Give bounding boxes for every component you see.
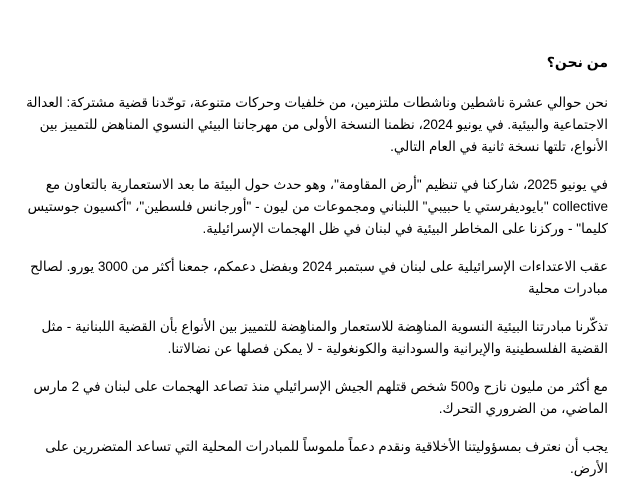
paragraph-event-2025: في يونيو 2025، شاركنا في تنظيم "أرض المقاومة"، وهو حدث حول البيئة ما بعد الاستعمارية بالتعاون مع collective "بايوديفرستي يا حبيبي" اللبناني ومجموعات من ليون - "أورجانس فلسطين"، "أكسيون جوستيس كليما" - وركزنا على المخاطر البيئية في لبنان في ظل الهجمات الإسرائيلية.	[27, 177, 608, 236]
paragraph-displacement: مع أكثر من مليون نازح و500 شخص قتلهم الجيش الإسرائيلي منذ تصاعد الهجمات على لبنان في 2 مارس الماضي، من الضروري التحرك.	[33, 379, 608, 416]
paragraph-responsibility: يجب أن نعترف بمسؤوليتنا الأخلاقية ونقدم دعماً ملموساً للمبادرات المحلية التي تساعد المتضررين على الأرض.	[45, 439, 608, 476]
paragraph-solidarity: تذكّرنا مبادرتنا البيئية النسوية المناهِضة للاستعمار والمناهِضة للتمييز بين الأنواع بأن القضية اللبنانية - مثل القضية الفلسطينية والإيرانية والسودانية والكونغولية - لا يمكن فصلها عن نضالاتنا.	[41, 319, 608, 356]
paragraph-intro: نحن حوالي عشرة ناشطين وناشطات ملتزمين، من خلفيات وحركات متنوعة، توحّدنا قضية مشتركة: العدالة الاجتماعية والبيئية. في يونيو 2024، نظمنا النسخة الأولى من مهرجاننا البيئي النسوي المناهض للتمييز بين الأنواع، تلتها نسخة ثانية في العام التالي.	[26, 95, 608, 154]
section-heading: من نحن؟	[546, 54, 608, 70]
paragraph-fundraising: عقب الاعتداءات الإسرائيلية على لبنان في سبتمبر 2024 وبفضل دعمكم، جمعنا أكثر من 3000 يورو. لصالح مبادرات محلية	[30, 259, 608, 296]
